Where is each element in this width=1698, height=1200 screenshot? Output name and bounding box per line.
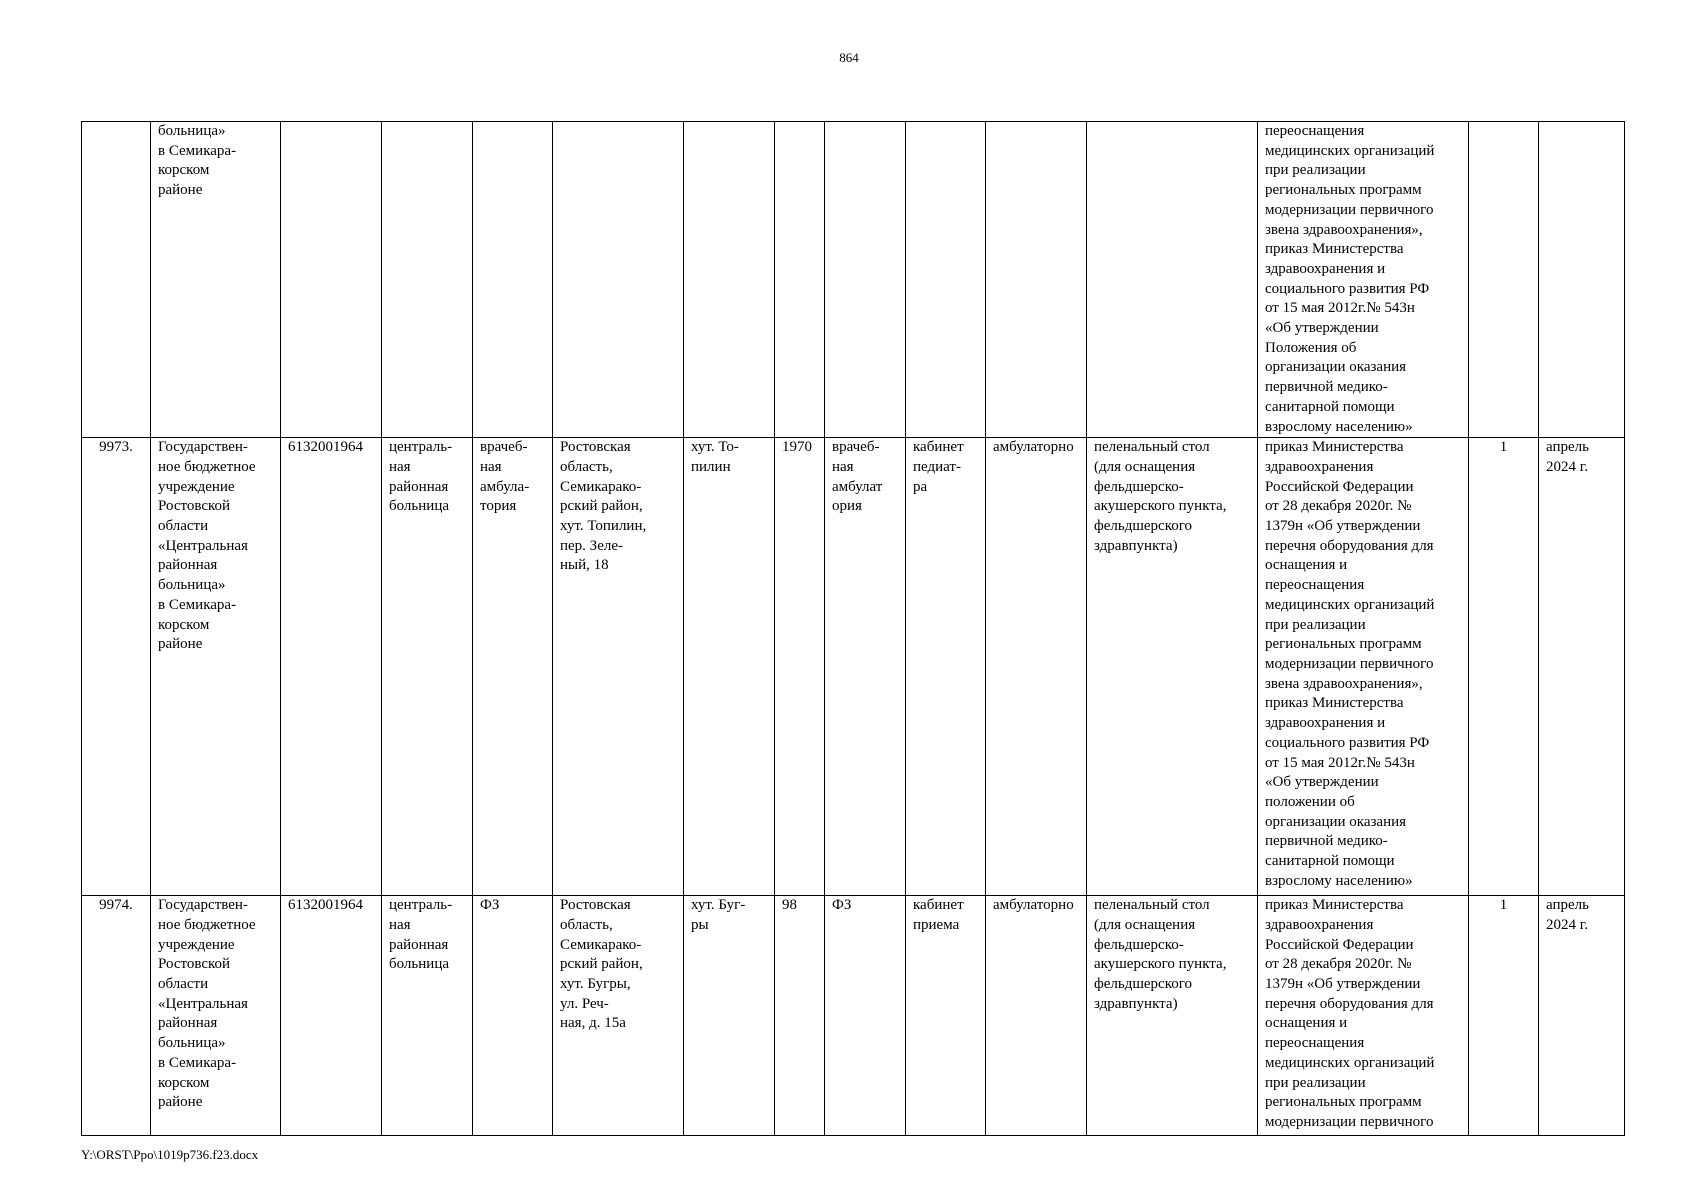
- cell-organization: Государствен- ное бюджетное учреждение Ростовской области «Центральная районная больница» в Семикара- корском районе: [151, 438, 281, 896]
- cell-legal-basis: переоснащения медицинских организаций при реализации региональных программ модернизации первичного звена здравоохранения», приказ Министерства здравоохранения и социального развития РФ от 15 мая 2012г.№ 543н «Об утверждении Положения об организации оказания первичной медико- санитарной помощи взрослому населению»: [1258, 122, 1469, 438]
- cell-unit: [825, 122, 906, 438]
- cell-organization: больница» в Семикара- корском районе: [151, 122, 281, 438]
- cell-date: апрель 2024 г.: [1539, 438, 1625, 896]
- cell-address: [553, 122, 684, 438]
- cell-legal-basis: приказ Министерства здравоохранения Российской Федерации от 28 декабря 2020г. № 1379н «Об утверждении перечня оборудования для оснащения и переоснащения медицинских организаций при реализации региональных программ модернизации первичного: [1258, 896, 1469, 1136]
- cell-care-mode: амбулаторно: [986, 896, 1087, 1136]
- cell-address: Ростовская область, Семикарако- рский район, хут. Бугры, ул. Реч- ная, д. 15а: [553, 896, 684, 1136]
- cell-address: Ростовская область, Семикарако- рский район, хут. Топилин, пер. Зеле- ный, 18: [553, 438, 684, 896]
- cell-quantity: 1: [1469, 896, 1539, 1136]
- cell-unit: ФЗ: [825, 896, 906, 1136]
- cell-date: апрель 2024 г.: [1539, 896, 1625, 1136]
- cell-settlement: хут. То- пилин: [684, 438, 775, 896]
- cell-date: [1539, 122, 1625, 438]
- cell-year: [775, 122, 825, 438]
- cell-subdivision: [473, 122, 553, 438]
- cell-year: 98: [775, 896, 825, 1136]
- cell-quantity: [1469, 122, 1539, 438]
- cell-organization: Государствен- ное бюджетное учреждение Ростовской области «Центральная районная больница» в Семикара- корском районе: [151, 896, 281, 1136]
- cell-legal-basis: приказ Министерства здравоохранения Российской Федерации от 28 декабря 2020г. № 1379н «Об утверждении перечня оборудования для оснащения и переоснащения медицинских организаций при реализации региональных программ модернизации первичного звена здравоохранения», приказ Министерства здравоохранения и социального развития РФ от 15 мая 2012г.№ 543н «Об утверждении положении об организации оказания первичной медико- санитарной помощи взрослому населению»: [1258, 438, 1469, 896]
- cell-settlement: [684, 122, 775, 438]
- cell-number: 9974.: [82, 896, 151, 1136]
- table-row: [82, 122, 1625, 438]
- cell-unit: врачеб- ная амбулат ория: [825, 438, 906, 896]
- cell-care-mode: амбулаторно: [986, 438, 1087, 896]
- equipment-table: [81, 121, 1625, 1136]
- cell-inn: [281, 122, 382, 438]
- cell-org-type: централь- ная районная больница: [382, 438, 473, 896]
- cell-number: 9973.: [82, 438, 151, 896]
- cell-room: кабинет приема: [906, 896, 986, 1136]
- cell-subdivision: врачеб- ная амбула- тория: [473, 438, 553, 896]
- cell-equipment: пеленальный стол (для оснащения фельдшерско- акушерского пункта, фельдшерского здравпункта): [1087, 896, 1258, 1136]
- cell-room: кабинет педиат- ра: [906, 438, 986, 896]
- footer-file-path: Y:\ORST\Ppo\1019p736.f23.docx: [81, 1147, 259, 1162]
- cell-equipment: пеленальный стол (для оснащения фельдшерско- акушерского пункта, фельдшерского здравпункта): [1087, 438, 1258, 896]
- table-row: [82, 438, 1625, 896]
- page-number: 864: [839, 50, 859, 65]
- cell-quantity: 1: [1469, 438, 1539, 896]
- cell-settlement: хут. Буг- ры: [684, 896, 775, 1136]
- cell-room: [906, 122, 986, 438]
- cell-inn: 6132001964: [281, 438, 382, 896]
- cell-org-type: централь- ная районная больница: [382, 896, 473, 1136]
- cell-inn: 6132001964: [281, 896, 382, 1136]
- cell-care-mode: [986, 122, 1087, 438]
- cell-subdivision: ФЗ: [473, 896, 553, 1136]
- table-row: [82, 896, 1625, 1136]
- cell-org-type: [382, 122, 473, 438]
- cell-number: [82, 122, 151, 438]
- cell-equipment: [1087, 122, 1258, 438]
- cell-year: 1970: [775, 438, 825, 896]
